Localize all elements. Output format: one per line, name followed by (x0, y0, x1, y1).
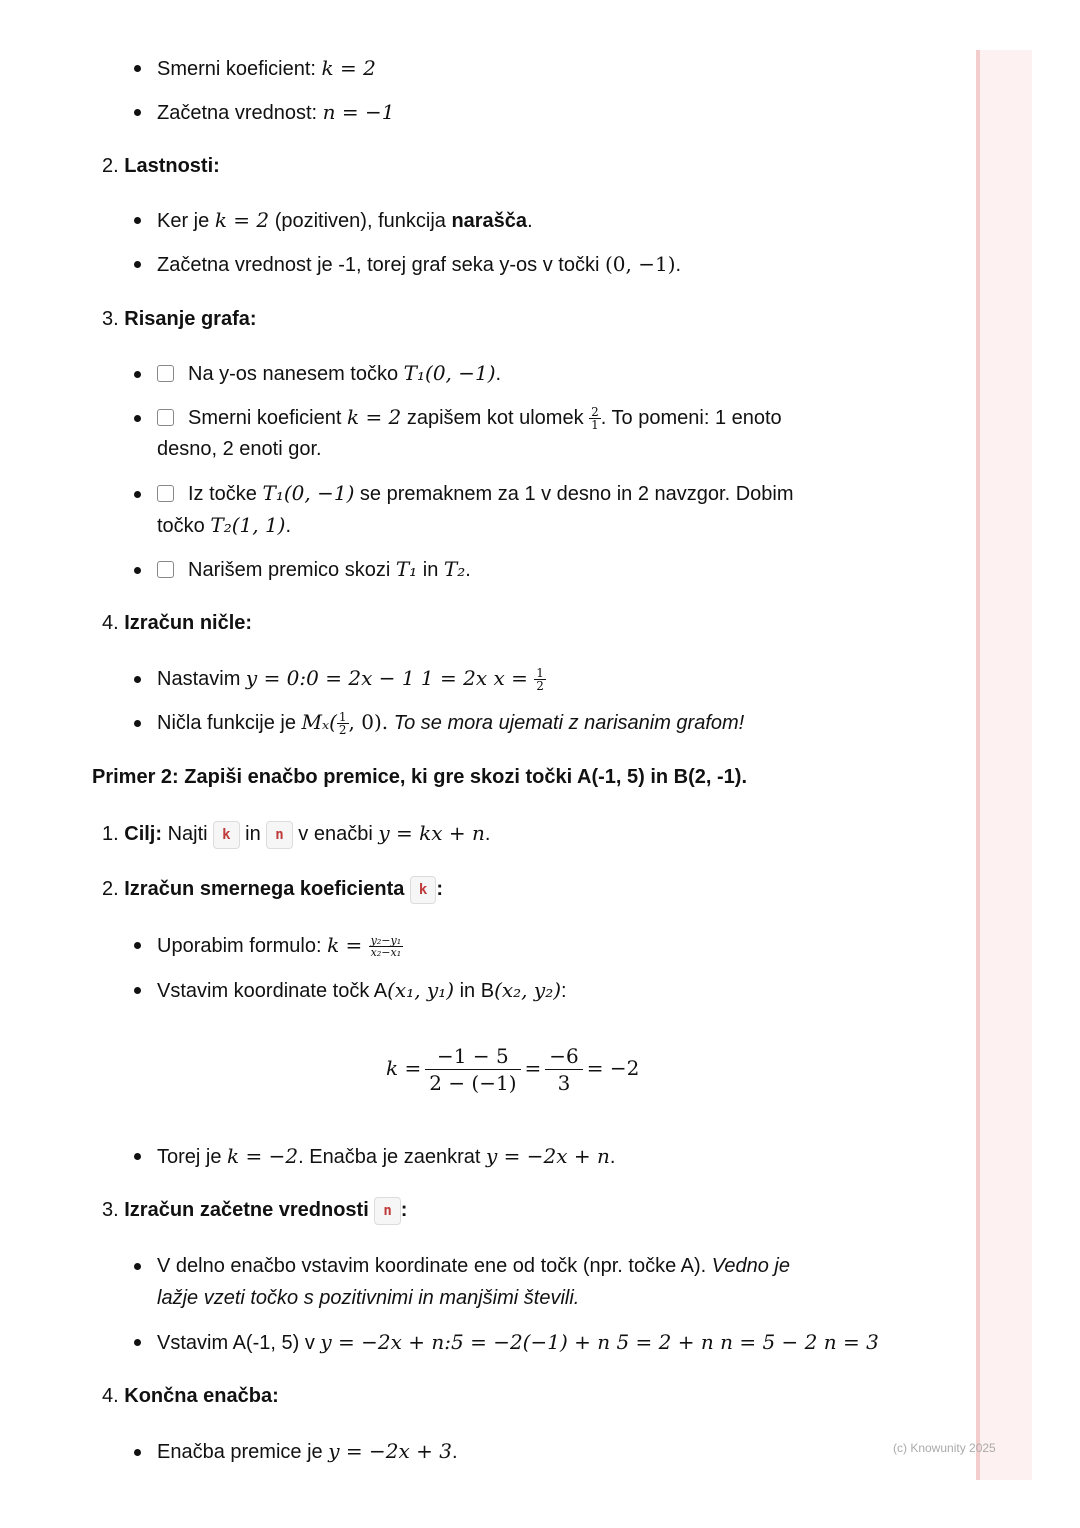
equation-rhs: = −2 (586, 1056, 640, 1080)
list-item-zero-point (157, 706, 744, 739)
list-item-coordinates (157, 974, 567, 1007)
item-text: . (484, 823, 491, 845)
bullet-dot (134, 65, 141, 72)
italic-note: To se mora ujemati z narisanim grafom! (388, 712, 745, 734)
item-text: Uporabim formulo: (157, 935, 328, 957)
task-item-2-continued (157, 433, 322, 465)
item-text: Vstavim A(-1, 5) v (157, 1332, 321, 1354)
fraction-numerator: 2 (591, 405, 599, 420)
bullet-dot (134, 987, 141, 994)
item-text: Na y-os nanesem točko (188, 363, 404, 385)
fraction-numerator: −6 (545, 1043, 582, 1070)
math-expression: y = −2x + 3 (328, 1439, 452, 1463)
section-number: 2. (102, 155, 119, 177)
section-title: Izračun ničle: (124, 612, 253, 634)
bullet-dot (134, 1339, 141, 1346)
math-expression: T₁(0, −1) (262, 481, 355, 505)
math-expression: , 0). (348, 710, 389, 734)
item-text: Narišem premico skozi (188, 559, 396, 581)
italic-note: Vedno je (711, 1255, 790, 1277)
fraction-numerator: y₂−y₁ (370, 934, 402, 948)
fraction (589, 406, 601, 431)
math-expression: k = (327, 933, 369, 957)
item-text: Enačba premice je (157, 1441, 329, 1463)
fraction-numerator: 1 (338, 710, 347, 725)
item-text: . Enačba je zaenkrat (298, 1146, 486, 1168)
item-text: . To pomeni: 1 enoto (600, 407, 782, 429)
math-expression: Mₓ( (301, 710, 337, 734)
bullet-dot (134, 942, 141, 949)
item-text: in (239, 823, 267, 845)
bullet-dot (134, 1153, 141, 1160)
list-item-increasing (157, 204, 533, 237)
item-text: se premaknem za 1 v desno in 2 navzgor. Dobim (354, 483, 794, 505)
bold-text: narašča (451, 210, 528, 232)
section-heading-drawing (102, 303, 257, 335)
item-text: Smerni koeficient (188, 407, 347, 429)
item-text: . (609, 1146, 616, 1168)
fraction-denominator: 1 (591, 418, 599, 433)
italic-note: lažje vzeti točko s pozitivnimi in manjšimi števili. (157, 1287, 580, 1309)
math-expression: n = −1 (322, 100, 395, 124)
section-title: : (436, 878, 444, 900)
section-heading-zero (102, 607, 252, 639)
bullet-dot (134, 371, 141, 378)
item-text: V delno enačbo vstavim koordinate ene od točk (npr. točke A). (157, 1255, 712, 1277)
item-text: Ničla funkcije je (157, 712, 302, 734)
item-text: . (495, 363, 502, 385)
checkbox[interactable] (157, 409, 174, 426)
fraction (534, 667, 546, 692)
equation-lhs: k = (386, 1056, 422, 1080)
task-item-3-continued (157, 509, 291, 542)
item-text: in B (454, 980, 495, 1002)
item-text: Smerni koeficient: (157, 58, 322, 80)
list-item-compute-n (157, 1326, 879, 1359)
item-text: Začetna vrednost: (157, 102, 323, 124)
item-text: Torej je (157, 1146, 228, 1168)
step-intercept-heading (102, 1194, 407, 1226)
item-text: . (465, 559, 471, 581)
math-expression: k = 2 (321, 56, 376, 80)
section-title: Izračun smernega koeficienta (124, 878, 410, 900)
section-number: 3. (102, 1199, 119, 1221)
example-heading: Primer 2: Zapiši enačbo premice, ki gre skozi točki A(-1, 5) in B(2, -1). (92, 766, 748, 788)
item-text: v enačbi (292, 823, 379, 845)
task-item-1 (157, 357, 501, 390)
bullet-dot (134, 1449, 141, 1456)
list-item-yaxis (157, 248, 681, 281)
item-text: . (451, 1441, 458, 1463)
list-item-final-equation (157, 1435, 458, 1468)
fraction-denominator: 2 (536, 679, 544, 694)
item-text: Iz točke (188, 483, 263, 505)
bullet-dot (134, 491, 141, 498)
item-text: Vstavim koordinate točk A (157, 980, 388, 1002)
math-expression: T₁ (395, 557, 418, 581)
item-text: (pozitiven), funkcija (269, 210, 452, 232)
fraction-denominator: x₂−x₁ (370, 946, 402, 960)
list-item-substitute-continued (157, 1282, 579, 1314)
section-title: : (400, 1199, 408, 1221)
display-equation (386, 1040, 639, 1097)
section-number: 4. (102, 612, 119, 634)
fraction (545, 1043, 582, 1096)
copyright-footer: (c) Knowunity 2025 (893, 1441, 996, 1455)
item-text: . (285, 515, 292, 537)
step-final-heading (102, 1380, 279, 1412)
task-item-4 (157, 553, 471, 586)
bullet-dot (134, 1263, 141, 1270)
math-expression: k = −2 (227, 1144, 299, 1168)
item-text: in (417, 559, 444, 581)
math-expression: (x₂, y₂) (494, 978, 562, 1002)
math-expression: y = −2x + n:5 = −2(−1) + n 5 = 2 + n n = 5 − 2 n = 3 (320, 1330, 879, 1354)
section-title: Lastnosti: (124, 155, 220, 177)
fraction (425, 1043, 520, 1096)
code-chip: k (213, 821, 239, 849)
step-slope-heading (102, 873, 443, 905)
math-expression: k = 2 (214, 208, 270, 232)
list-item-formula (157, 929, 403, 962)
section-title: Risanje grafa: (124, 308, 257, 330)
bullet-dot (134, 676, 141, 683)
fraction (337, 711, 349, 736)
item-text: Nastavim (157, 668, 246, 690)
section-number: 3. (102, 308, 119, 330)
margin-strip (976, 50, 1032, 1480)
math-expression: T₁(0, −1) (403, 361, 496, 385)
item-text: desno, 2 enoti gor. (157, 438, 322, 460)
item-text: Najti (162, 823, 214, 845)
task-item-2 (157, 401, 782, 434)
task-item-3 (157, 477, 794, 510)
math-expression: T₂ (443, 557, 466, 581)
bullet-dot (134, 109, 141, 116)
section-heading-properties (102, 150, 220, 182)
list-item-set-zero (157, 662, 546, 695)
math-expression: y = kx + n (378, 821, 485, 845)
section-title: Izračun začetne vrednosti (124, 1199, 375, 1221)
section-title: Končna enačba: (124, 1385, 279, 1407)
math-expression: y = −2x + n (486, 1144, 610, 1168)
fraction (369, 935, 403, 958)
code-chip: n (266, 821, 292, 849)
margin-line (976, 50, 980, 1480)
math-expression: (x₁, y₁) (387, 978, 455, 1002)
math-expression: T₂(1, 1) (210, 513, 286, 537)
list-item-slope-result (157, 1140, 615, 1173)
bullet-dot (134, 217, 141, 224)
item-text: : (561, 980, 567, 1002)
list-item-intercept (157, 96, 395, 129)
item-text: . (675, 254, 682, 276)
math-expression: (0, −1) (604, 252, 676, 276)
section-number: 1. (102, 823, 119, 845)
fraction-numerator: 1 (536, 666, 544, 681)
checkbox[interactable] (157, 365, 174, 382)
bullet-dot (134, 567, 141, 574)
item-text: zapišem kot ulomek (401, 407, 590, 429)
fraction-denominator: 2 − (−1) (429, 1071, 517, 1096)
list-item-substitute (157, 1250, 790, 1282)
item-text: Ker je (157, 210, 215, 232)
equals-sign: = (524, 1056, 542, 1080)
bullet-dot (134, 415, 141, 422)
item-text: Začetna vrednost je -1, torej graf seka y-os v točki (157, 254, 605, 276)
bold-text: Cilj: (124, 823, 163, 845)
fraction-numerator: −1 − 5 (425, 1043, 520, 1070)
bullet-dot (134, 720, 141, 727)
item-text: . (527, 210, 533, 232)
list-item-slope (157, 52, 376, 85)
code-chip: n (374, 1197, 400, 1225)
section-number: 4. (102, 1385, 119, 1407)
fraction-denominator: 2 (338, 723, 347, 738)
checkbox[interactable] (157, 485, 174, 502)
step-goal (102, 817, 490, 850)
fraction-denominator: 3 (557, 1071, 571, 1096)
item-text: točko (157, 515, 211, 537)
section-number: 2. (102, 878, 119, 900)
checkbox[interactable] (157, 561, 174, 578)
code-chip: k (410, 876, 436, 904)
math-expression: k = 2 (346, 405, 402, 429)
math-expression: y = 0:0 = 2x − 1 1 = 2x x = (245, 666, 535, 690)
bullet-dot (134, 261, 141, 268)
